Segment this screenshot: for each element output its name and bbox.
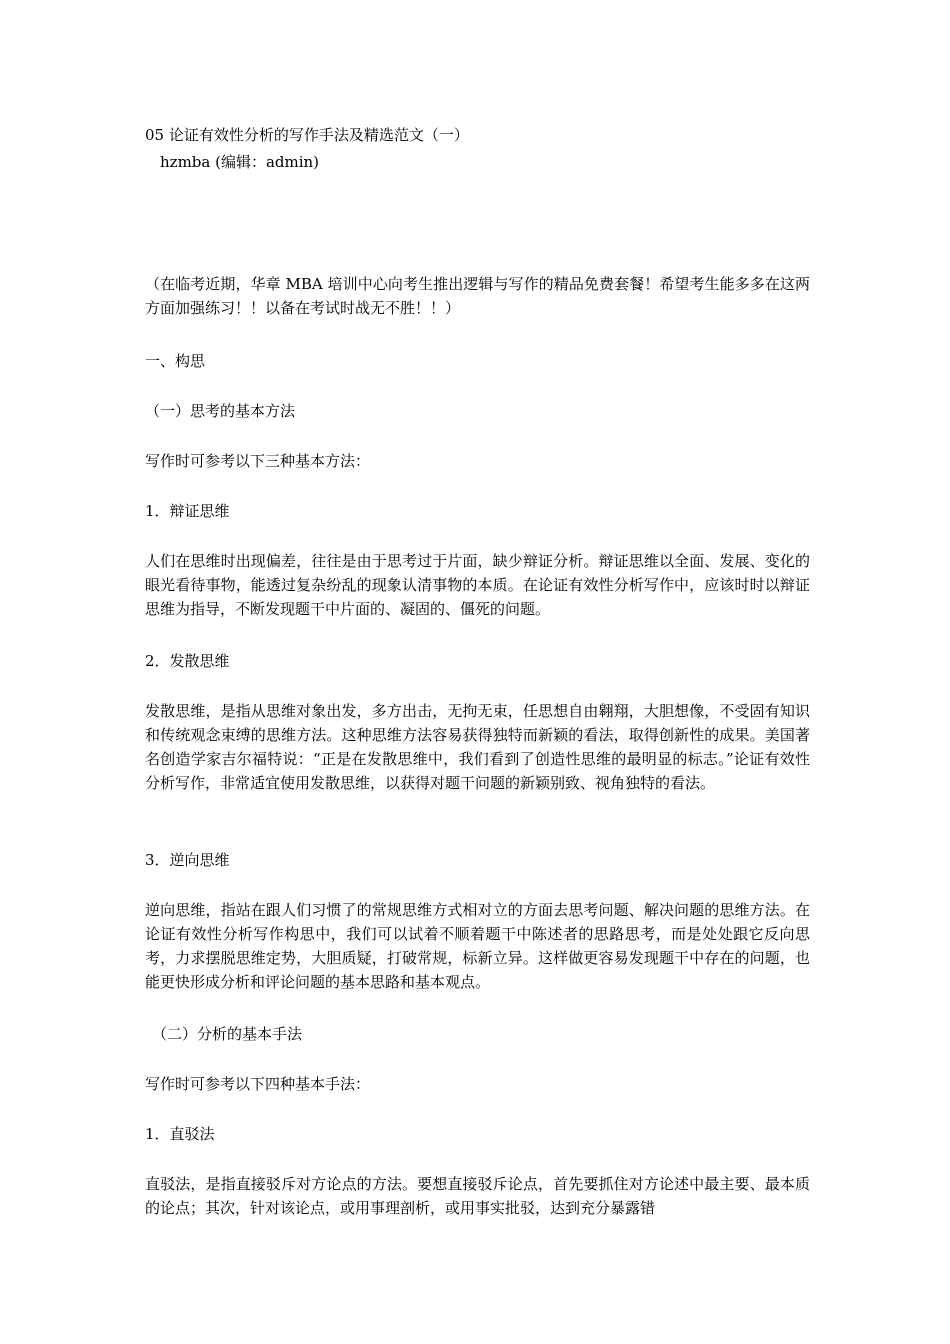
- item-paragraph-4: 直驳法，是指直接驳斥对方论点的方法。要想直接驳斥论点，首先要抓住对方论述中最主要、最本质的论点；其次，针对该论点，或用事理剖析，或用事实批驳，达到充分暴露错: [145, 1175, 810, 1217]
- item-title-1: 1．辩证思维: [145, 502, 230, 520]
- section-heading-1: 一、构思: [145, 352, 206, 370]
- subsection-heading-2: （二）分析的基本手法: [152, 1025, 303, 1043]
- item-paragraph-1: 人们在思维时出现偏差，往往是由于思考过于片面，缺少辩证分析。辩证思维以全面、发展、变化的眼光看待事物，能透过复杂纷乱的现象认清事物的本质。在论证有效性分析写作中，应该时时以辩证思维为指导，不断发现题干中片面的、凝固的、僵死的问题。: [145, 552, 810, 618]
- item-title-4: 1．直驳法: [145, 1125, 215, 1143]
- item-title-2: 2．发散思维: [145, 652, 230, 670]
- document-title: 05 论证有效性分析的写作手法及精选范文（一）: [145, 126, 469, 144]
- subsection-heading-1: （一）思考的基本方法: [145, 402, 296, 420]
- document-author: hzmba (编辑：admin): [160, 153, 320, 171]
- paragraph-intro-2: 写作时可参考以下四种基本手法：: [145, 1075, 371, 1093]
- item-title-3: 3．逆向思维: [145, 851, 230, 869]
- item-paragraph-3: 逆向思维，指站在跟人们习惯了的常规思维方式相对立的方面去思考问题、解决问题的思维方法。在论证有效性分析写作构思中，我们可以试着不顺着题干中陈述者的思路思考，而是处处跟它反向思考，力求摆脱思维定势，大胆质疑，打破常规，标新立异。这样做更容易发现题干中存在的问题，也能更快形成分析和评论问题的基本思路和基本观点。: [145, 901, 810, 991]
- intro-note: （在临考近期，华章 MBA 培训中心向考生推出逻辑与写作的精品免费套餐！希望考生能多多在这两方面加强练习！！以备在考试时战无不胜！！）: [145, 275, 810, 317]
- paragraph-intro-1: 写作时可参考以下三种基本方法：: [145, 452, 371, 470]
- item-paragraph-2: 发散思维，是指从思维对象出发，多方出击，无拘无束，任思想自由翱翔，大胆想像，不受固有知识和传统观念束缚的思维方法。这种思维方法容易获得独特而新颖的看法，取得创新性的成果。美国著名创造学家吉尔福特说：“正是在发散思维中，我们看到了创造性思维的最明显的标志。”论证有效性分析写作，非常适宜使用发散思维，以获得对题干问题的新颖别致、视角独特的看法。: [145, 702, 810, 792]
